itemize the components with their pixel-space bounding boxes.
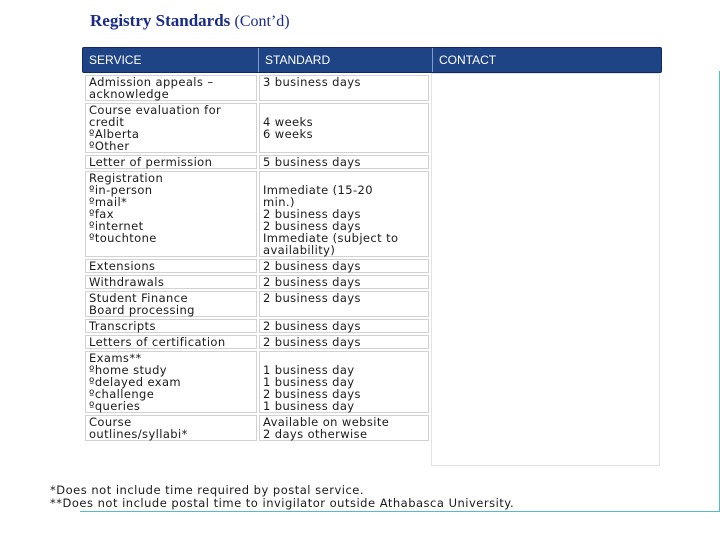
table-row (85, 155, 429, 169)
footnote-invigilator: **Does not include postal time to invigilator outside Athabasca University. (50, 495, 515, 510)
standard-line: availability) (263, 243, 336, 257)
title-main: Registry Standards (90, 11, 231, 30)
standard-line: 2 business days (263, 335, 361, 349)
table-row (85, 259, 429, 273)
header-standard: STANDARD (259, 48, 433, 72)
standard-line: 1 business day (263, 375, 355, 389)
standard-cell (259, 275, 429, 289)
service-cell (85, 291, 257, 317)
service-line: Exams** (89, 351, 142, 365)
standard-line: 3 business days (263, 75, 361, 89)
service-line: ºmail* (89, 195, 128, 209)
table-row (85, 75, 429, 101)
service-cell (85, 335, 257, 349)
service-line: Board processing (89, 303, 195, 317)
service-line: ºtouchtone (89, 231, 157, 245)
service-cell (85, 171, 257, 257)
service-line: ºqueries (89, 399, 141, 413)
header-contact: CONTACT (439, 53, 497, 67)
service-line: ºin-person (89, 183, 153, 197)
standard-cell (259, 335, 429, 349)
standard-cell (259, 291, 429, 317)
service-line: Withdrawals (89, 275, 165, 289)
standard-line: 4 weeks (263, 115, 313, 129)
standard-line: Immediate (15-20 (263, 183, 373, 197)
standard-cell (259, 415, 429, 441)
standard-line: Immediate (subject to (263, 231, 399, 245)
standard-line: 2 business days (263, 387, 361, 401)
service-line: Transcripts (89, 319, 156, 333)
service-cell (85, 103, 257, 153)
service-line: ºfax (89, 207, 114, 221)
service-line: Course evaluation for (89, 103, 222, 117)
standard-line: 2 business days (263, 219, 361, 233)
standard-cell (259, 351, 429, 413)
standard-line: min.) (263, 195, 295, 209)
standard-line: 1 business day (263, 399, 355, 413)
service-line: Course (89, 415, 132, 429)
service-cell (85, 259, 257, 273)
table-row (85, 335, 429, 349)
standard-line: 2 business days (263, 207, 361, 221)
service-cell (85, 75, 257, 101)
service-cell (85, 155, 257, 169)
contact-column (431, 73, 660, 466)
standard-cell (259, 155, 429, 169)
service-line: Student Finance (89, 291, 188, 305)
standard-line: 5 business days (263, 155, 361, 169)
standard-line: 2 business days (263, 319, 361, 333)
table-row (85, 415, 429, 441)
service-cell (85, 275, 257, 289)
table-row (85, 103, 429, 153)
service-line: ºchallenge (89, 387, 155, 401)
table-row (85, 291, 429, 317)
service-line: Admission appeals – (89, 75, 214, 89)
service-line: acknowledge (89, 87, 170, 101)
table-row (85, 171, 429, 257)
service-line: Registration (89, 171, 164, 185)
standard-cell (259, 103, 429, 153)
table-header (82, 47, 662, 73)
standard-line: 2 days otherwise (263, 427, 368, 441)
standard-line: 1 business day (263, 363, 355, 377)
service-line: ºAlberta (89, 127, 140, 141)
registry-table (83, 73, 431, 443)
standard-line: 6 weeks (263, 127, 313, 141)
standard-cell (259, 319, 429, 333)
service-cell (85, 415, 257, 441)
standard-cell (259, 259, 429, 273)
service-cell (85, 351, 257, 413)
standard-line: 2 business days (263, 275, 361, 289)
page-title (90, 11, 290, 31)
service-cell (85, 319, 257, 333)
service-line: ºhome study (89, 363, 167, 377)
standard-line: 2 business days (263, 259, 361, 273)
title-subtitle: (Cont’d) (234, 13, 290, 30)
footnotes (50, 484, 514, 509)
table-row (85, 275, 429, 289)
footnote-postal: *Does not include time required by postal service. (50, 483, 364, 497)
service-line: outlines/syllabi* (89, 427, 188, 441)
service-line: ºdelayed exam (89, 375, 182, 389)
service-line: credit (89, 115, 125, 129)
table-row (85, 351, 429, 413)
standard-cell (259, 171, 429, 257)
standard-cell (259, 75, 429, 101)
service-line: ºinternet (89, 219, 144, 233)
standard-line: Available on website (263, 415, 390, 429)
service-line: Letter of permission (89, 155, 213, 169)
header-service: SERVICE (83, 48, 259, 72)
service-line: Letters of certification (89, 335, 226, 349)
table-row (85, 319, 429, 333)
standard-line: 2 business days (263, 291, 361, 305)
service-line: ºOther (89, 139, 130, 153)
service-line: Extensions (89, 259, 156, 273)
